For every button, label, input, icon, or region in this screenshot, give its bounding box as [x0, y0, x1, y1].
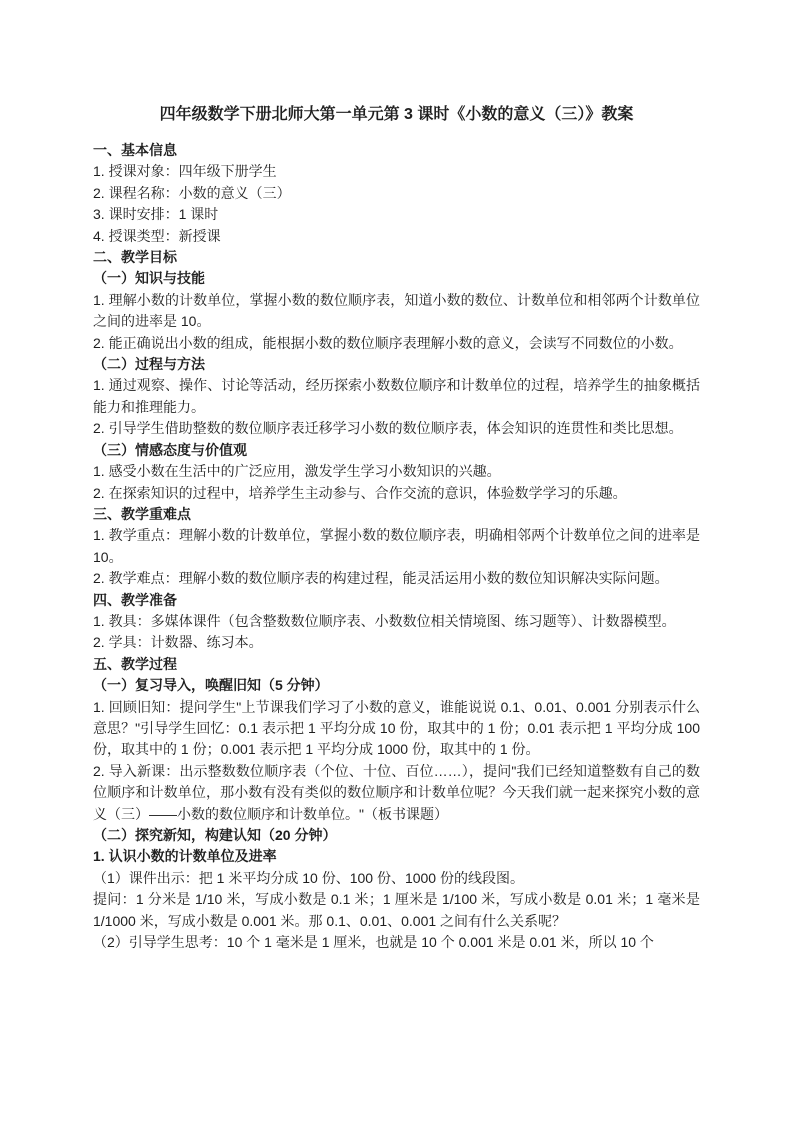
section-heading: （一）复习导入，唤醒旧知（5 分钟）	[93, 677, 329, 694]
section-heading: （二）探究新知，构建认知（20 分钟）	[93, 827, 337, 843]
section-heading: 1. 认识小数的计数单位及进率	[93, 848, 277, 865]
body-paragraph: 3. 课时安排：1 课时	[93, 206, 219, 223]
section-heading: 二、教学目标	[93, 249, 177, 266]
body-paragraph: 1. 教学重点：理解小数的计数单位，掌握小数的数位顺序表，明确相邻两个计数单位之间的进率是 10。	[93, 527, 700, 565]
section-heading: （三）情感态度与价值观	[93, 441, 247, 458]
body-paragraph: 2. 导入新课：出示整数数位顺序表（个位、十位、百位……），提问"我们已经知道整数有自己的数位顺序和计数单位，那小数有没有类似的数位顺序和计数单位呢？今天我们就一起来探究小数的意义（三）——小数的数位顺序和计数单位。"（板书课题）	[93, 762, 700, 822]
body-paragraph: （1）课件出示：把 1 米平均分成 10 份、100 份、1000 份的线段图。	[93, 869, 524, 886]
body-paragraph: 2. 教学难点：理解小数的数位顺序表的构建过程，能灵活运用小数的数位知识解决实际问题。	[93, 570, 669, 587]
body-paragraph: 1. 感受小数在生活中的广泛应用，激发学生学习小数知识的兴趣。	[93, 463, 501, 480]
document-title: 四年级数学下册北师大第一单元第 3 课时《小数的意义（三）》教案	[159, 106, 634, 123]
body-paragraph: 1. 授课对象：四年级下册学生	[93, 163, 277, 180]
section-heading: 五、教学过程	[93, 655, 177, 672]
body-paragraph: （2）引导学生思考：10 个 1 毫米是 1 厘米，也就是 10 个 0.001 米是 0.01 米，所以 10 个	[93, 934, 654, 951]
body-paragraph: 2. 课程名称：小数的意义（三）	[93, 184, 291, 201]
body-paragraph: 1. 教具：多媒体课件（包含整数数位顺序表、小数数位相关情境图、练习题等）、计数器模型。	[93, 612, 676, 629]
section-heading: 三、教学重难点	[93, 505, 191, 522]
body-paragraph: 1. 回顾旧知：提问学生"上节课我们学习了小数的意义，谁能说说 0.1、0.01、0.001 分别表示什么意思？"引导学生回忆：0.1 表示把 1 平均分成 10 份，取其中的 1 份；0.01 表示把 1 平均分成 100 份，取其中的 1 份；0.001 表示把 1 平均分成 1000 份，取其中的 1 份。	[93, 698, 700, 758]
body-paragraph: 2. 学具：计数器、练习本。	[93, 634, 263, 651]
body-paragraph: 2. 能正确说出小数的组成，能根据小数的数位顺序表理解小数的意义，会读写不同数位的小数。	[93, 334, 683, 351]
section-heading: 四、教学准备	[93, 591, 177, 608]
body-paragraph: 提问：1 分米是 1/10 米，写成小数是 0.1 米；1 厘米是 1/100 米，写成小数是 0.01 米；1 毫米是 1/1000 米，写成小数是 0.001 米。那 0.1、0.01、0.001 之间有什么关系呢？	[93, 891, 700, 929]
body-paragraph: 1. 通过观察、操作、讨论等活动，经历探索小数数位顺序和计数单位的过程，培养学生的抽象概括能力和推理能力。	[93, 377, 700, 415]
body-paragraph: 2. 在探索知识的过程中，培养学生主动参与、合作交流的意识，体验数学学习的乐趣。	[93, 484, 627, 501]
document-content	[93, 104, 700, 953]
section-heading: （一）知识与技能	[93, 270, 205, 287]
body-paragraph: 2. 引导学生借助整数的数位顺序表迁移学习小数的数位顺序表，体会知识的连贯性和类比思想。	[93, 420, 683, 437]
section-heading: （二）过程与方法	[93, 356, 205, 373]
body-paragraph: 4. 授课类型：新授课	[93, 227, 221, 244]
body-paragraph: 1. 理解小数的计数单位，掌握小数的数位顺序表，知道小数的数位、计数单位和相邻两个计数单位之间的进率是 10。	[93, 291, 700, 330]
section-heading: 一、基本信息	[93, 142, 177, 158]
